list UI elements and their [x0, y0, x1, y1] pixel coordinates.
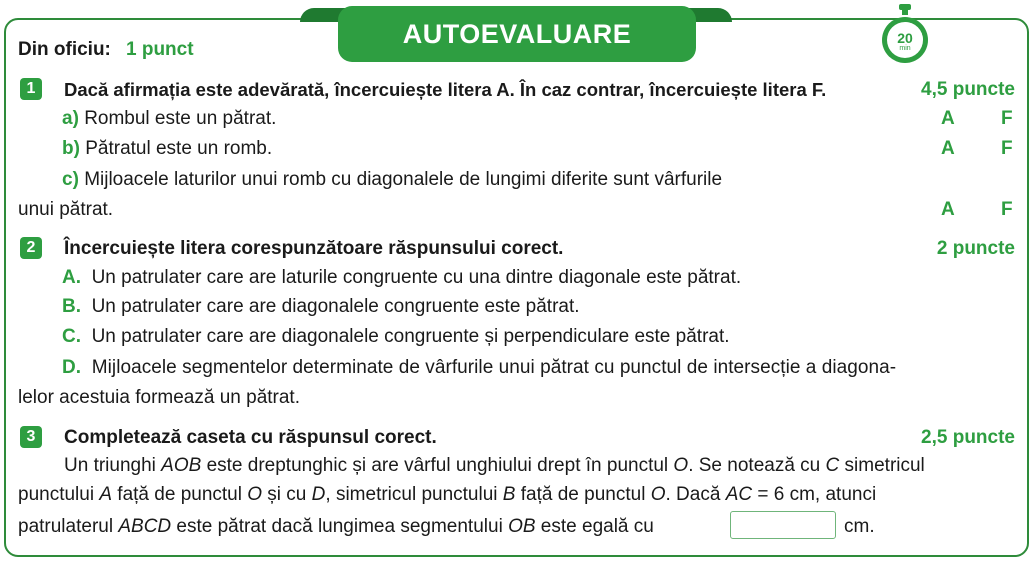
q2-prompt: Încercuiește litera corespunzătoare răspunsului corect. [64, 238, 564, 259]
section-title: AUTOEVALUARE [338, 6, 696, 62]
q1-c-true[interactable]: A [941, 199, 955, 220]
timer-value: 20 [897, 30, 913, 46]
q1-a-true[interactable]: A [941, 108, 955, 129]
q3-points: 2,5 puncte [921, 427, 1015, 448]
q1-a-false[interactable]: F [1001, 108, 1013, 129]
q3-line-2: punctului A față de punctul O și cu D, simetricul punctului B față de punctul O. Dacă AC = 6 cm, atunci [18, 484, 877, 505]
din-oficiu-label: Din oficiu: [18, 39, 111, 60]
q1-item-c-cont: unui pătrat. [18, 199, 114, 220]
question-number-2: 2 [20, 237, 42, 259]
q2-points: 2 puncte [936, 238, 1015, 259]
q1-prompt: Dacă afirmația este adevărată, încercuiește litera A. În caz contrar, încercuiește litera F. [64, 79, 827, 100]
q3-unit: cm. [844, 516, 875, 537]
q3-line-3: patrulaterul ABCD este pătrat dacă lungimea segmentului OB este egală cu [18, 516, 654, 537]
question-number-3: 3 [20, 426, 42, 448]
q1-b-false[interactable]: F [1001, 138, 1013, 159]
question-number-1: 1 [20, 78, 42, 100]
stopwatch-icon [878, 2, 932, 66]
q1-item-c: c) Mijloacele laturilor unui romb cu diagonalele de lungimi diferite sunt vârfurile [62, 169, 723, 190]
q2-option-d-cont: lelor acestuia formează un pătrat. [18, 387, 300, 408]
q1-item-a: a) Rombul este un pătrat. [62, 108, 277, 129]
answer-input-box[interactable] [730, 511, 836, 539]
q2-option-a[interactable]: A. Un patrulater care are laturile congruente cu una dintre diagonale este pătrat. [62, 267, 742, 288]
q2-option-d[interactable]: D. Mijloacele segmentelor determinate de vârfurile unui pătrat cu punctul de intersecție a diagona- [62, 357, 897, 378]
q1-item-b: b) Pătratul este un romb. [62, 138, 273, 159]
q3-line-1: Un triunghi AOB este dreptunghic și are vârful unghiului drept în punctul O. Se notează cu C simetricul [64, 455, 925, 476]
q1-b-true[interactable]: A [941, 138, 955, 159]
timer-unit: min [899, 45, 911, 52]
din-oficiu-value: 1 punct [126, 39, 194, 60]
q1-c-false[interactable]: F [1001, 199, 1013, 220]
q1-points: 4,5 puncte [921, 79, 1015, 100]
q2-option-b[interactable]: B. Un patrulater care are diagonalele congruente este pătrat. [62, 296, 580, 317]
q2-option-c[interactable]: C. Un patrulater care are diagonalele congruente și perpendiculare este pătrat. [62, 326, 730, 347]
q3-prompt: Completează caseta cu răspunsul corect. [64, 427, 437, 448]
